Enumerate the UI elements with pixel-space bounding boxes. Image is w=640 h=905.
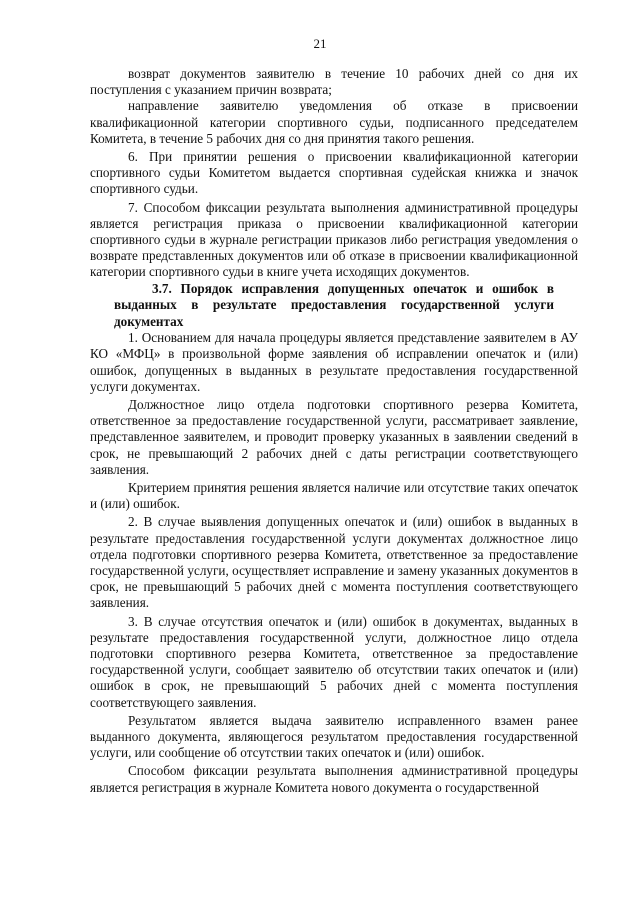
- paragraph-return-documents: возврат документов заявителю в течение 10 рабочих дней со дня их поступления с указанием причин возврата;: [90, 66, 578, 98]
- paragraph-item-7: 7. Способом фиксации результата выполнения административной процедуры является регистрация приказа о присвоении квалификационной категории спортивного судьи в журнале регистрации приказов либо регистрация уведомления о возврате представленных документов или об отказе в присвоении квалификационной категории спортивного судьи в книге учета исходящих документов.: [90, 199, 578, 280]
- paragraph-result: Результатом является выдача заявителю исправленного взамен ранее выданного документа, являющегося результатом предоставления государственной услуги, или сообщение об отсутствии таких опечаток и (или) ошибок.: [90, 712, 578, 761]
- page-body: [90, 66, 578, 796]
- paragraph-refusal-notice: направление заявителю уведомления об отказе в присвоении квалификационной категории спортивного судьи, подписанного председателем Комитета, в течение 5 рабочих дня со дня принятия такого решения.: [90, 98, 578, 146]
- paragraph-item-6: 6. При принятии решения о присвоении квалификационной категории спортивного судьи Комитетом выдается спортивная судейская книжка и значок спортивного судьи.: [90, 149, 578, 197]
- paragraph-step-1: 1. Основанием для начала процедуры является представление заявителем в АУ КО «МФЦ» в произвольной форме заявления об исправлении опечаток и (или) ошибок, допущенных в выданных в результате предоставления государственной услуги документах.: [90, 330, 578, 394]
- paragraph-decision-criterion: Критерием принятия решения является наличие или отсутствие таких опечаток и (или) ошибок.: [90, 479, 578, 512]
- paragraph-fixation-method: Способом фиксации результата выполнения административной процедуры является регистрация в журнале Комитета нового документа о государственной: [90, 763, 578, 795]
- section-heading: 3.7. Порядок исправления допущенных опечаток и ошибок в выданных в результате предоставления государственной услуги документах: [114, 280, 554, 329]
- paragraph-step-3: 3. В случае отсутствия опечаток и (или) ошибок в документах, выданных в результате предоставления государственной услуги, должностное лицо отдела подготовки спортивного резерва Комитета, ответственное за предоставление государственной услуги, сообщает заявителю об отсутствии таких опечаток и (или) ошибок в срок, не превышающий 5 рабочих дней с момента поступления соответствующего заявления.: [90, 613, 578, 710]
- page-number: 21: [313, 36, 327, 51]
- paragraph-official-review: Должностное лицо отдела подготовки спортивного резерва Комитета, ответственное за предоставление государственной услуги, рассматривает заявление, представленное заявителем, и проводит проверку указанных в заявлении сведений в срок, не превышающий 2 рабочих дней с даты регистрации соответствующего заявления.: [90, 396, 578, 477]
- paragraph-step-2: 2. В случае выявления допущенных опечаток и (или) ошибок в выданных в результате предоставления государственной услуги документах должностное лицо отдела подготовки спортивного резерва Комитета, ответственное за предоставление государственной услуги, осуществляет исправление и замену указанных документов в срок, не превышающий 5 рабочих дней с момента поступления соответствующего заявления.: [90, 514, 578, 611]
